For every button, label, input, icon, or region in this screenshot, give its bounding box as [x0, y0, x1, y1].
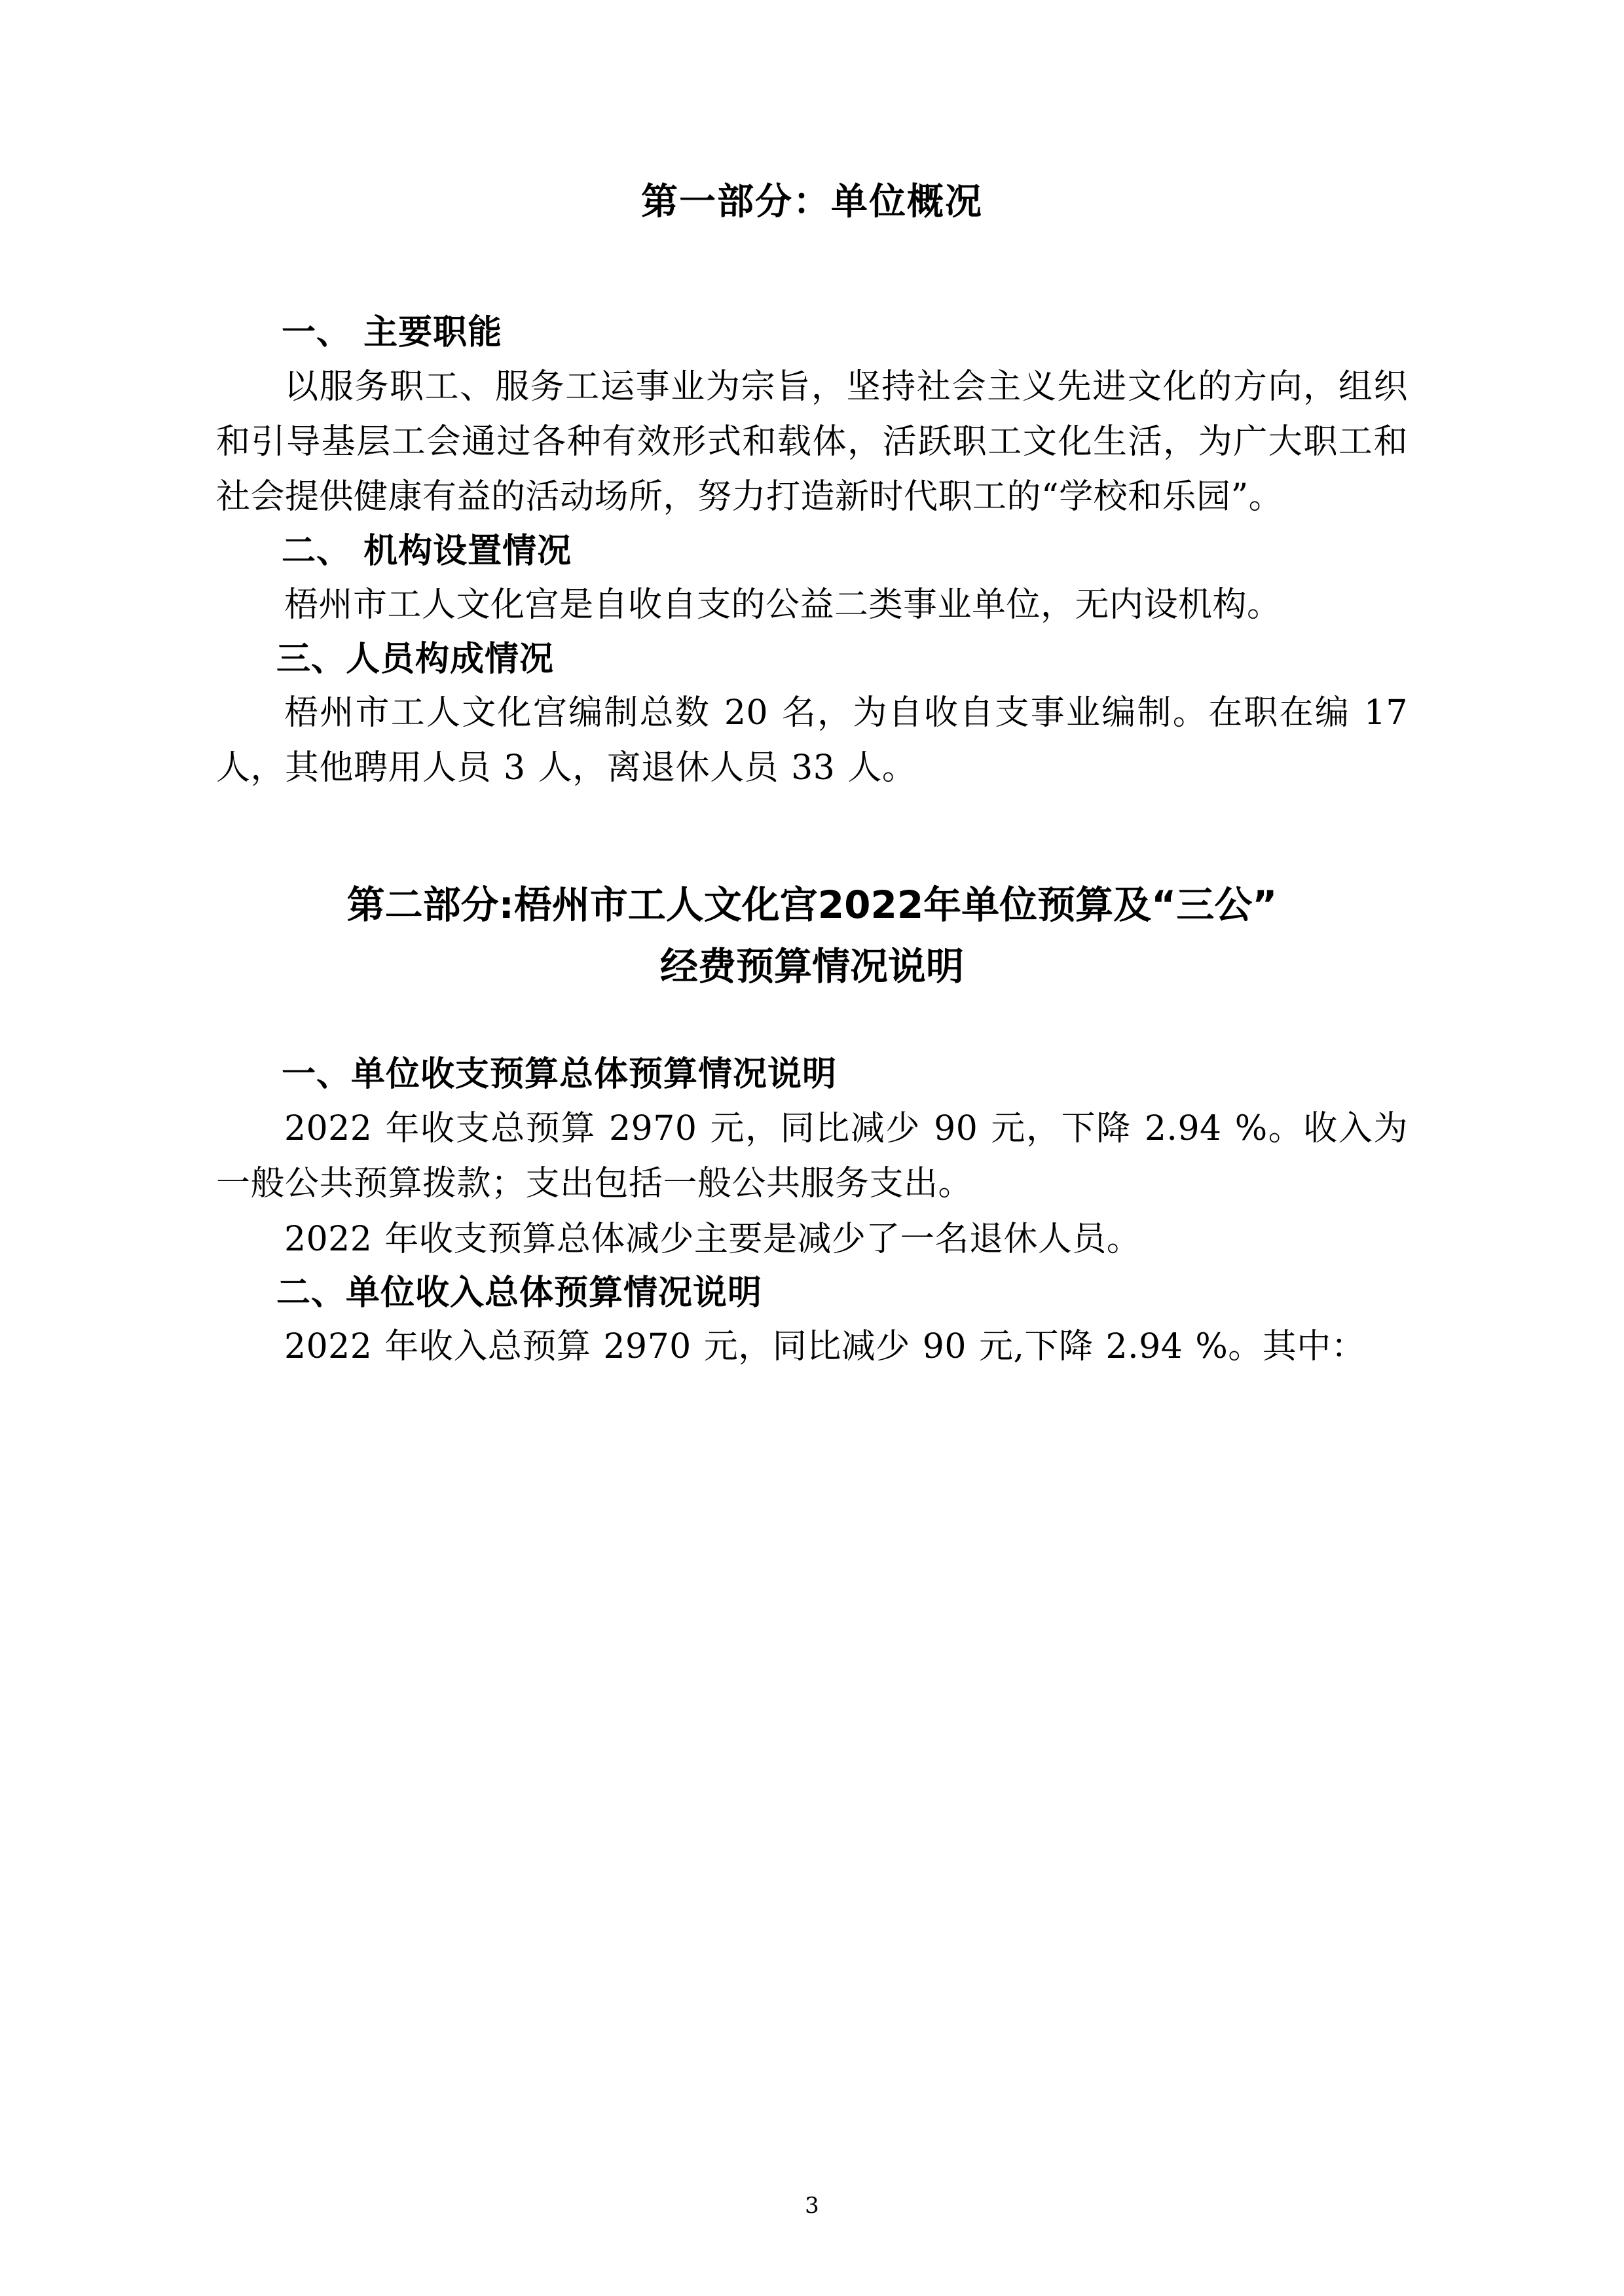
spacer	[216, 228, 1408, 306]
page-title-part-two-line1: 第二部分:梧州市工人文化宫2022年单位预算及“三公”	[346, 882, 1278, 927]
paragraph-total-budget: 2022 年收支总预算 2970 元，同比减少 90 元，下降 2.94 %。收入为一般公共预算拨款；支出包括一般公共服务支出。	[216, 1109, 1408, 1204]
paragraph-organization: 梧州市工人文化宫是自收自支的公益二类事业单位，无内设机构。	[284, 585, 1282, 625]
paragraph-total-budget-change: 2022 年收支预算总体减少主要是减少了一名退休人员。	[284, 1219, 1141, 1259]
spacer	[216, 997, 1408, 1048]
heading-main-duties: 一、 主要职能	[282, 313, 503, 353]
heading-income-budget: 二、单位收入总体预算情况说明	[276, 1273, 763, 1313]
page-title-part-one: 第一部分：单位概况	[641, 181, 983, 223]
spacer	[216, 796, 1408, 875]
paragraph-main-duties: 以服务职工、服务工运事业为宗旨，坚持社会主义先进文化的方向，组织和引导基层工会通过各种有效形式和载体，活跃职工文化生活，为广大职工和社会提供健康有益的活动场所，努力打造新时代职工的“学校和乐园”。	[216, 367, 1408, 517]
page-number: 3	[805, 2193, 819, 2219]
page-title-part-two-line2: 经费预算情况说明	[659, 943, 964, 989]
paragraph-personnel: 梧州市工人文化宫编制总数 20 名，为自收自支事业编制。在职在编 17 人，其他聘用人员 3 人，离退休人员 33 人。	[216, 693, 1408, 788]
heading-personnel: 三、人员构成情况	[276, 639, 555, 679]
paragraph-income-budget: 2022 年收入总预算 2970 元，同比减少 90 元,下降 2.94 %。其中：	[284, 1327, 1366, 1367]
heading-total-budget: 一、单位收支预算总体预算情况说明	[282, 1055, 838, 1095]
document-body	[216, 177, 1408, 1375]
heading-organization: 二、 机构设置情况	[282, 531, 572, 571]
